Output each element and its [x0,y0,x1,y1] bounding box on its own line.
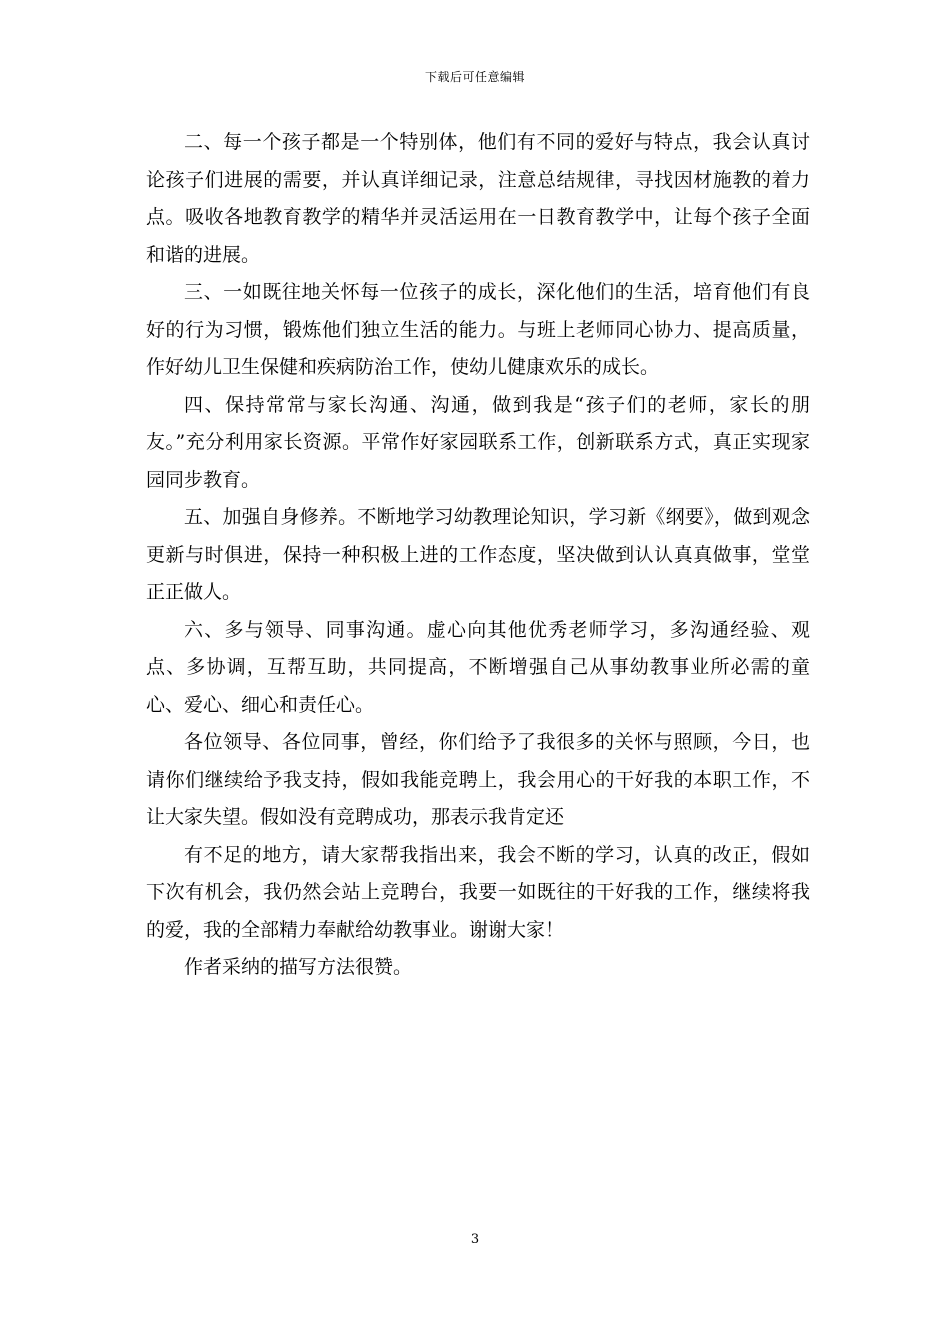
paragraph-6: 六、多与领导、同事沟通。虚心向其他优秀老师学习，多沟通经验、观点、多协调，互帮互助，共同提高，不断增强自己从事幼教事业所必需的童心、爱心、细心和责任心。 [146,618,810,716]
paragraph-closing-1: 各位领导、各位同事，曾经，你们给予了我很多的关怀与照顾，今日，也请你们继续给予我支持，假如我能竞聘上，我会用心的干好我的本职工作，不让大家失望。假如没有竞聘成功，那表示我肯定还 [146,731,810,828]
page-number: 3 [470,1232,480,1247]
paragraph-2: 二、每一个孩子都是一个特别体，他们有不同的爱好与特点，我会认真讨论孩子们进展的需要，并认真详细记录，注意总结规律，寻找因材施教的着力点。吸收各地教育教学的精华并灵活运用在一日教育教学中，让每个孩子全面和谐的进展。 [146,131,810,266]
paragraph-4: 四、保持常常与家长沟通、沟通，做到我是“孩子们的老师，家长的朋友。”充分利用家长资源。平常作好家园联系工作，创新联系方式，真正实现家园同步教育。 [146,393,810,491]
page-header: 下载后可任意编辑 [424,70,525,84]
paragraph-closing-2: 有不足的地方，请大家帮我指出来，我会不断的学习，认真的改正，假如下次有机会，我仍然会站上竞聘台，我要一如既往的干好我的工作，继续将我的爱，我的全部精力奉献给幼教事业。谢谢大家！ [146,843,810,941]
paragraph-3: 三、一如既往地关怀每一位孩子的成长，深化他们的生活，培育他们有良好的行为习惯，锻炼他们独立生活的能力。与班上老师同心协力、提高质量，作好幼儿卫生保健和疾病防治工作，使幼儿健康欢乐的成长。 [146,281,810,378]
document-body [146,124,810,987]
paragraph-comment: 作者采纳的描写方法很赞。 [184,956,413,978]
paragraph-5: 五、加强自身修养。不断地学习幼教理论知识，学习新《纲要》，做到观念更新与时俱进，保持一种积极上进的工作态度，坚决做到认认真真做事，堂堂正正做人。 [146,506,810,603]
